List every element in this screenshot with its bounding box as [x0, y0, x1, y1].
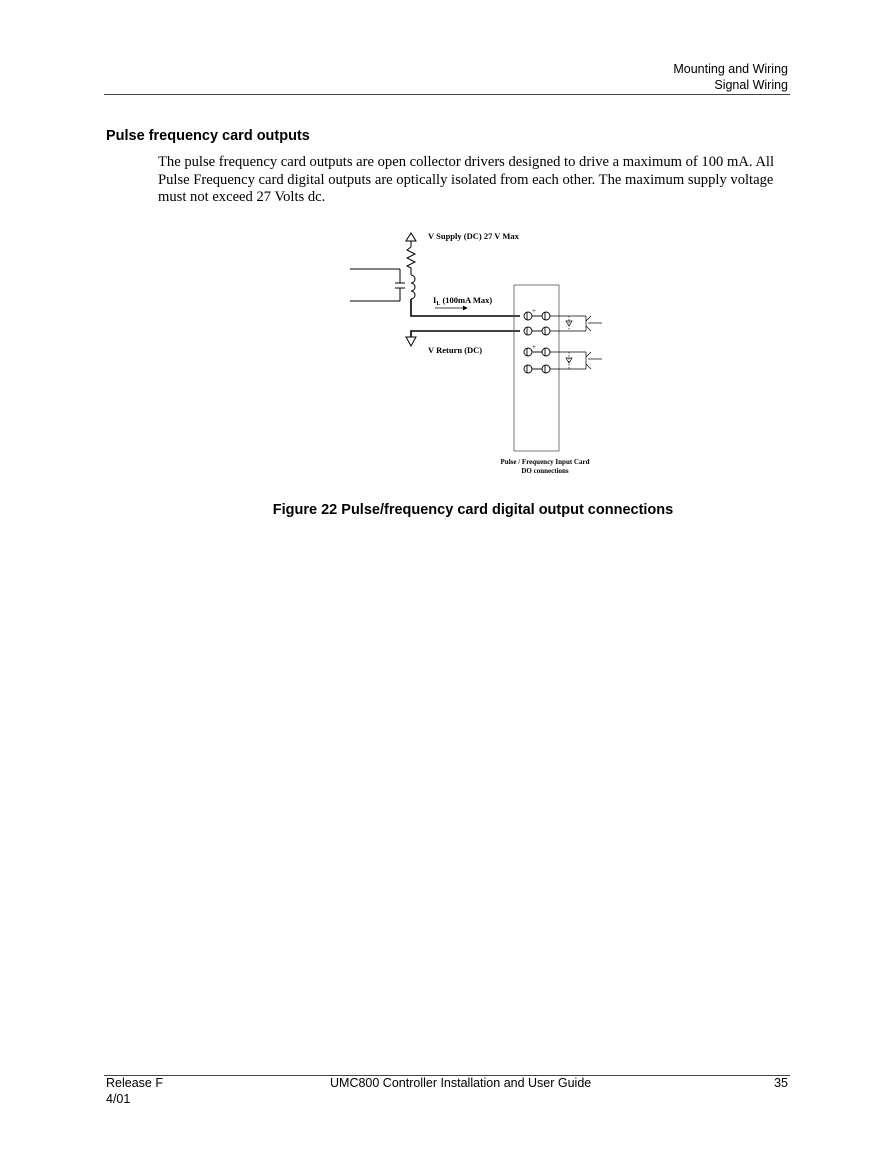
card-label-line-1: Pulse / Frequency Input Card [500, 458, 590, 466]
page-header [673, 62, 788, 93]
card-label-line-2: DO connections [521, 467, 569, 475]
footer-release-info [106, 1076, 163, 1107]
return-terminal-symbol [406, 337, 416, 346]
header-section-title: Mounting and Wiring [673, 62, 788, 76]
supply-terminal-symbol [406, 233, 416, 247]
header-subsection-title: Signal Wiring [714, 77, 788, 92]
return-label: V Return (DC) [428, 345, 483, 355]
terminal-block [524, 312, 550, 373]
wiring-diagram [340, 225, 630, 485]
header-rule [104, 94, 790, 95]
footer-page-number: 35 [774, 1076, 788, 1090]
load-resistor [407, 247, 415, 275]
plus-sign-channel-1: + [532, 307, 536, 315]
footer-document-title: UMC800 Controller Installation and User Guide [330, 1076, 592, 1090]
current-label: $I_L$ (100mA Max) [433, 295, 493, 307]
footer-release: Release F [106, 1076, 163, 1090]
card-outline [514, 285, 559, 451]
figure-caption: Figure 22 Pulse/frequency card digital output connections [272, 502, 674, 518]
relay-coil [411, 275, 415, 299]
plus-sign-channel-2: + [532, 343, 536, 351]
supply-label: V Supply (DC) 27 V Max [428, 231, 519, 241]
opto-transistor-channel-1 [550, 316, 602, 331]
opto-transistor-channel-2 [550, 352, 602, 369]
intro-paragraph: The pulse frequency card outputs are open collector drivers designed to drive a maximum of 100 mA. All Pulse Frequency card digital outputs are optically isolated from each other. The maximum supply voltage must not exceed 27 Volts dc. [158, 154, 775, 205]
footer-date: 4/01 [106, 1091, 131, 1106]
section-heading: Pulse frequency card outputs [106, 128, 310, 144]
relay-contacts [350, 269, 405, 301]
return-wire [411, 331, 520, 337]
